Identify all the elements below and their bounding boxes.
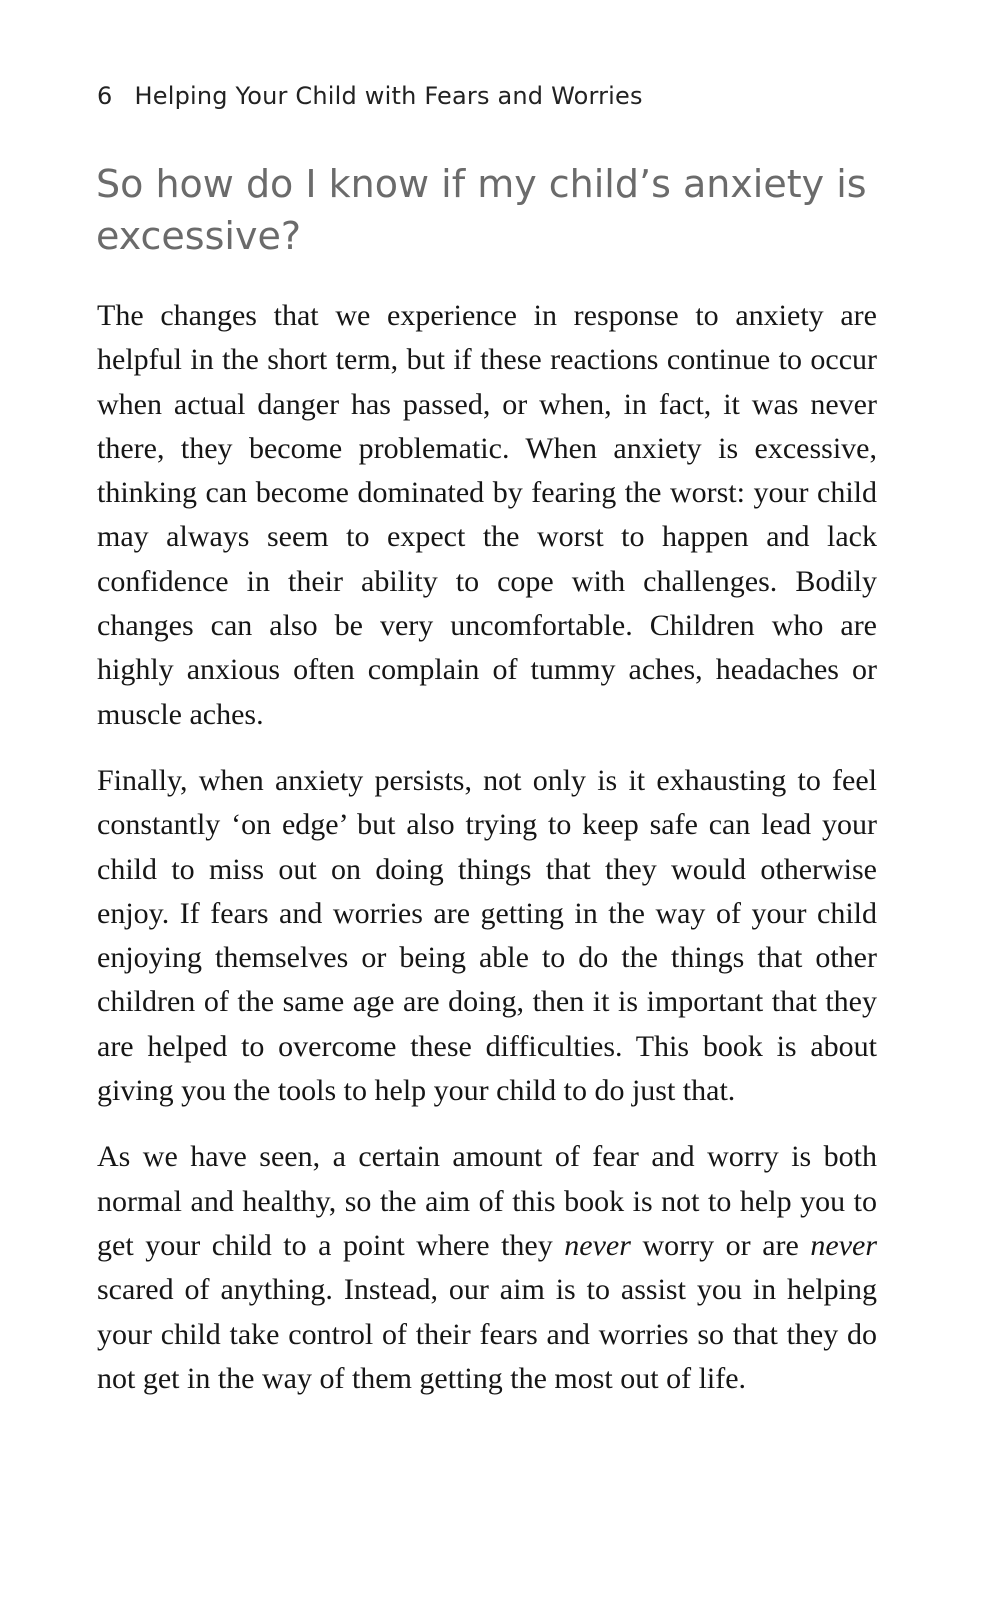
paragraph-1: The changes that we experience in response to anxiety are helpful in the short term, but if these reactions continue to occur when actual danger has passed, or when, in fact, it was never there, they become problematic. When anxiety is excessive, thinking can become dominated by fearing the worst: your child may always seem to expect the worst to happen and lack confidence in their ability to cope with challenges. Bodily changes can also be very uncomfortable. Children who are highly anxious often complain of tummy aches, headaches or muscle aches. bbox=[97, 299, 877, 731]
paragraph-3-part-1: As we have seen, a certain amount of fear and worry is both normal and healthy, so the aim of this book is not to help you to get your child to a point where they bbox=[97, 1140, 877, 1262]
running-head bbox=[97, 82, 643, 110]
emphasis-never-2: never bbox=[810, 1228, 877, 1262]
running-head-title: Helping Your Child with Fears and Worries bbox=[134, 82, 643, 110]
paragraph-3-part-3: scared of anything. Instead, our aim is to assist you in helping your child take control of their fears and worries so that they do not get in the way of them getting the most out of life. bbox=[97, 1273, 877, 1395]
body-text bbox=[97, 294, 877, 1423]
paragraph-3 bbox=[97, 1135, 877, 1401]
paragraph-3-part-2: worry or are bbox=[630, 1228, 811, 1262]
page-number: 6 bbox=[97, 82, 113, 110]
paragraph-2: Finally, when anxiety persists, not only is it exhausting to feel constantly ‘on edge’ but also trying to keep safe can lead your child to miss out on doing things that they would otherwise enjoy. If fears and worries are getting in the way of your child enjoying themselves or being able to do the things that other children of the same age are doing, then it is important that they are helped to overcome these difficulties. This book is about giving you the tools to help your child to do just that. bbox=[97, 763, 877, 1108]
emphasis-never-1: never bbox=[564, 1228, 631, 1262]
section-heading: So how do I know if my child’s anxiety is excessive? bbox=[96, 162, 867, 258]
